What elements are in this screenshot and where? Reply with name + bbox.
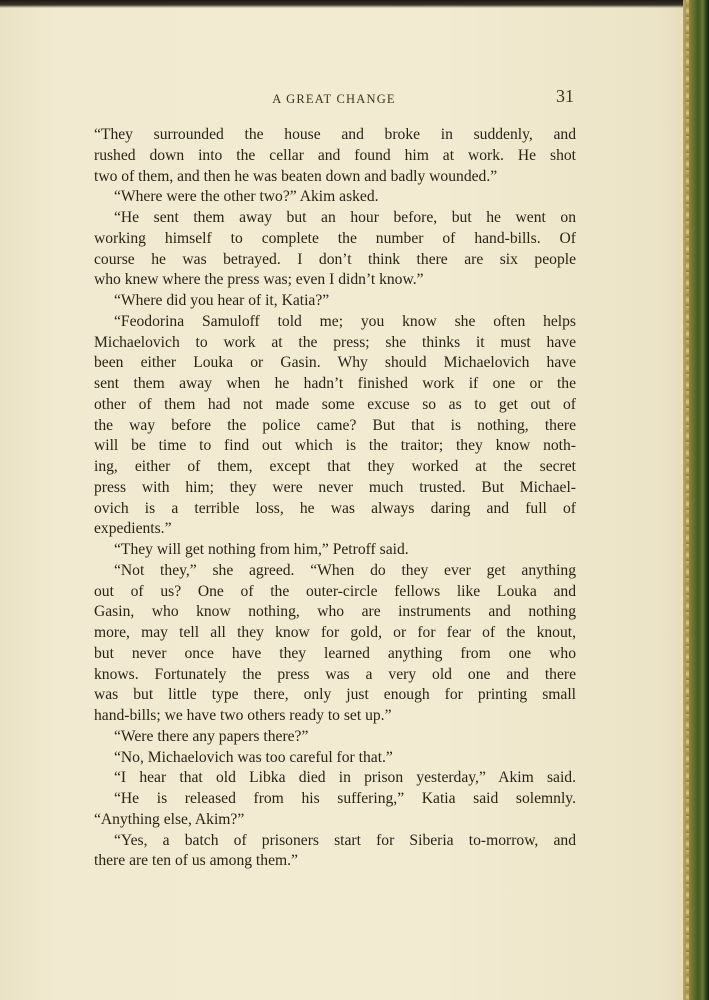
text-line: rushed down into the cellar and found him at work. He shot [94, 146, 576, 164]
text-line: was but little type there, only just enough for printing small [94, 686, 576, 704]
text-line: the way before the police came? But that is nothing, there [94, 416, 576, 434]
text-line: out of us? One of the outer-circle fellows like Louka and [94, 582, 576, 600]
text-line: “Where were the other two?” Akim asked. [114, 188, 379, 206]
text-line: will be time to find out which is the traitor; they know noth- [94, 437, 576, 455]
text-line: more, may tell all they know for gold, or for fear of the knout, [94, 624, 576, 641]
text-line: who knew where the press was; even I didn’t know.” [94, 271, 424, 289]
text-line: expedients.” [94, 520, 172, 538]
text-line: Gasin, who know nothing, who are instruments and nothing [94, 603, 576, 621]
text-line: been either Louka or Gasin. Why should Michaelovich have [94, 354, 576, 372]
text-line: but never once have they learned anything from one who [94, 644, 576, 662]
text-line: hand-bills; we have two others ready to set up.” [94, 707, 392, 724]
text-line: “They surrounded the house and broke in suddenly, and [94, 126, 576, 143]
text-line: “He sent them away but an hour before, but he went on [114, 209, 576, 226]
text-line: working himself to complete the number of hand-bills. Of [94, 229, 576, 247]
text-line: “Yes, a batch of prisoners start for Siberia to-morrow, and [114, 831, 576, 849]
text-line: course he was betrayed. I don’t think there are six people [94, 250, 576, 268]
text-line: “Where did you hear of it, Katia?” [114, 292, 330, 309]
text-line: Michaelovich to work at the press; she thinks it must have [94, 333, 576, 351]
text-line: “Anything else, Akim?” [94, 810, 245, 828]
text-line: ing, either of them, except that they worked at the secret [94, 458, 576, 475]
text-line: “I hear that old Libka died in prison yesterday,” Akim said. [114, 769, 576, 787]
text-line: “Were there any papers there?” [114, 727, 309, 745]
text-line: “Not they,” she agreed. “When do they ever get anything [114, 561, 576, 579]
page-top-shadow [0, 0, 709, 8]
text-line: “No, Michaelovich was too careful for that.” [114, 748, 393, 766]
gilt-page-edge [686, 0, 689, 1000]
text-line: “They will get nothing from him,” Petroff said. [114, 541, 409, 558]
text-line: “Feodorina Samuloff told me; you know she often helps [114, 312, 576, 330]
page-header [92, 86, 576, 112]
page-number: 31 [556, 86, 574, 106]
text-line: “He is released from his suffering,” Katia said solemnly. [114, 790, 576, 807]
text-line: ovich is a terrible loss, he was always daring and full of [94, 499, 576, 517]
body-text [94, 125, 576, 872]
text-line: there are ten of us among them.” [94, 852, 298, 870]
text-line: other of them had not made some excuse so as to get out of [94, 395, 576, 413]
text-line: knows. Fortunately the press was a very old one and there [94, 665, 576, 683]
running-head: A GREAT CHANGE [272, 92, 396, 106]
text-line: two of them, and then he was beaten down and badly wounded.” [94, 167, 498, 185]
text-line: press with him; they were never much trusted. But Michael- [94, 478, 576, 496]
text-line: sent them away when he hadn’t finished work if one or the [94, 375, 576, 392]
